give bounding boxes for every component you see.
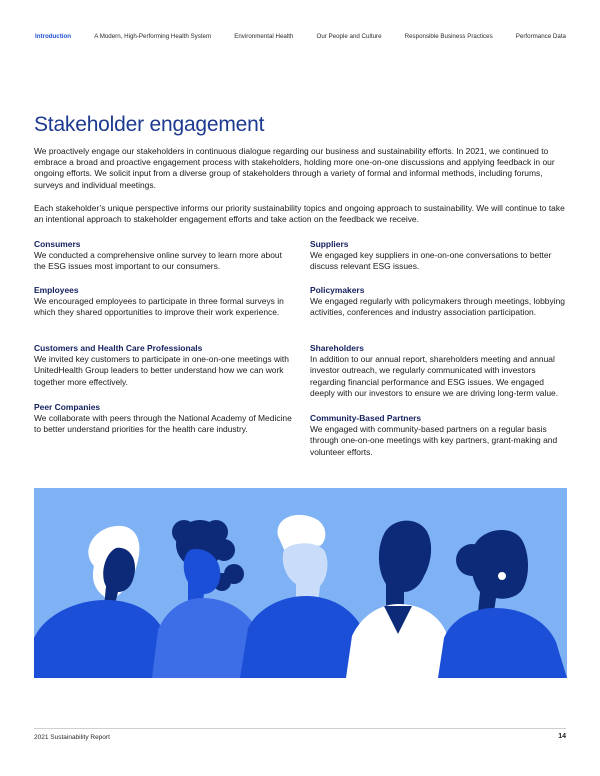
people-group-illustration xyxy=(34,488,567,678)
intro-paragraph-1: We proactively engage our stakeholders in continuous dialogue regarding our business and sustainability efforts. In 2021, we continued to embrace a broad and proactive engagement process with stakeholders, holding more one-on-one discussions and applying feedback in our ongoing efforts. We solicit input from a diverse group of stakeholders through a variety of formal and informal methods, including forums, surveys and individual meetings. xyxy=(34,146,555,190)
footer-report-title: 2021 Sustainability Report xyxy=(34,734,110,741)
stakeholder-text: We engaged key suppliers in one-on-one conversations to better discuss relevant ESG issues. xyxy=(310,250,552,272)
nav-introduction[interactable]: Introduction xyxy=(35,33,72,40)
stakeholder-policymakers xyxy=(310,285,568,319)
section-nav xyxy=(35,33,566,40)
stakeholder-heading: Policymakers xyxy=(310,285,365,295)
stakeholder-text: We invited key customers to participate in one-on-one meetings with UnitedHealth Group leaders to better understand how we can work together more effectively. xyxy=(34,354,289,387)
stakeholder-community-partners xyxy=(310,413,568,458)
footer-page-number: 14 xyxy=(558,733,566,740)
stakeholder-text: We conducted a comprehensive online survey to learn more about the ESG issues most important to our consumers. xyxy=(34,250,282,272)
stakeholder-consumers xyxy=(34,239,296,273)
nav-health-system[interactable]: A Modern, High-Performing Health System xyxy=(94,33,212,40)
stakeholder-text: We encouraged employees to participate in three formal surveys in which they shared opportunities to improve their work experience. xyxy=(34,296,284,318)
stakeholder-heading: Customers and Health Care Professionals xyxy=(34,343,203,353)
intro-paragraph-2: Each stakeholder’s unique perspective informs our priority sustainability topics and ongoing approach to sustainability. We will continue to take an intentional approach to stakeholder engagement efforts and take action on the feedback we receive. xyxy=(34,203,565,225)
stakeholder-heading: Suppliers xyxy=(310,239,349,249)
footer-divider xyxy=(34,728,566,729)
stakeholder-heading: Peer Companies xyxy=(34,402,101,412)
stakeholder-employees xyxy=(34,285,296,319)
nav-environmental-health[interactable]: Environmental Health xyxy=(234,33,294,40)
stakeholder-customers xyxy=(34,343,296,388)
stakeholder-heading: Shareholders xyxy=(310,343,364,353)
nav-people-culture[interactable]: Our People and Culture xyxy=(316,33,382,40)
stakeholder-text: We collaborate with peers through the National Academy of Medicine to better understand priorities for the health care industry. xyxy=(34,413,292,435)
stakeholder-peers xyxy=(34,402,296,436)
page-title: Stakeholder engagement xyxy=(34,113,265,136)
stakeholder-text: We engaged regularly with policymakers through meetings, lobbying activities, conferences and industry association participation. xyxy=(310,296,565,318)
stakeholder-heading: Community-Based Partners xyxy=(310,413,422,423)
stakeholder-shareholders xyxy=(310,343,568,399)
nav-responsible-business[interactable]: Responsible Business Practices xyxy=(404,33,493,40)
nav-performance-data[interactable]: Performance Data xyxy=(515,33,566,40)
stakeholder-text: In addition to our annual report, shareholders meeting and annual investor outreach, we regularly communicated with investors regarding financial performance and ESG issues. We engaged deeply with our investors to ensure we are driving long-term value. xyxy=(310,354,559,398)
stakeholder-text: We engaged with community-based partners on a regular basis through one-on-one meetings with key partners, grant-making and volunteer efforts. xyxy=(310,424,558,457)
stakeholder-heading: Consumers xyxy=(34,239,81,249)
stakeholder-suppliers xyxy=(310,239,568,273)
stakeholder-heading: Employees xyxy=(34,285,79,295)
